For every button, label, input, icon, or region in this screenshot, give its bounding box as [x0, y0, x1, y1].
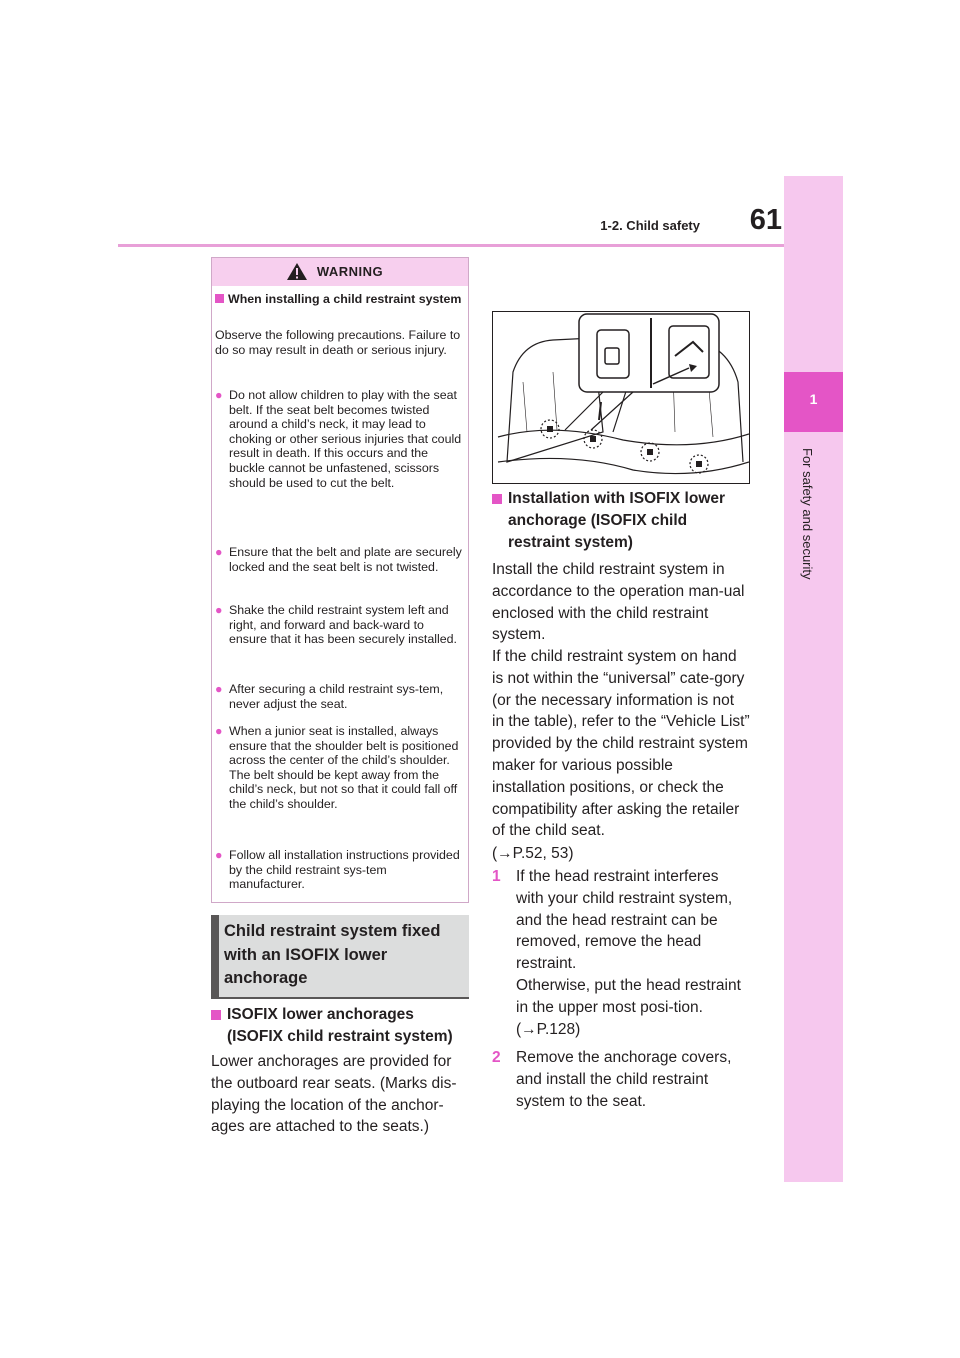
circle-bullet-icon: ● — [215, 388, 223, 402]
isofix-anchorage-illustration — [492, 311, 750, 484]
warning-intro: Observe the following precautions. Failure to do so may result in death or serious injury. — [215, 328, 461, 357]
circle-bullet-icon: ● — [215, 682, 223, 696]
warning-item — [215, 603, 465, 647]
warning-item-text: When a junior seat is installed, always ensure that the shoulder belt is positioned across the center of the child’s shoulder. The belt should be kept away from the child’s neck, but not so that it could fall off the child’s shoulder. — [229, 724, 459, 811]
subsection-body: Install the child restraint system in accordance to the operation man-ual enclosed with the child restraint system. — [492, 561, 745, 644]
section-heading-underline — [211, 997, 469, 999]
warning-title: WARNING — [316, 264, 384, 279]
rear-seat-illustration — [493, 312, 749, 483]
subsection-body: If the child restraint system on hand is not within the “universal” cate-gory (or the necessary information is not in the table), refer to the “Vehicle List” provided by the child restraint system maker for various possible installation positions, or check the compatibility after asking the retailer of the child seat. — [492, 648, 750, 840]
page-reference: (→P.52, 53) — [492, 845, 574, 862]
step-number: 1 — [492, 868, 501, 885]
warning-item — [215, 848, 465, 892]
section-heading-bar — [211, 915, 219, 999]
step-text: Remove the anchorage covers, and install the child restraint system to the seat. — [516, 1049, 732, 1110]
warning-heading-row — [215, 292, 465, 307]
subsection-body: Lower anchorages are provided for the outboard rear seats. (Marks dis-playing the location of the anchor-ages are attached to the seats.) — [211, 1053, 457, 1136]
warning-item-text: Do not allow children to play with the seat belt. If the seat belt becomes twisted around a child’s neck, it may lead to choking or other serious injuries that could result in death. If this occurs and the buckle cannot be unfastened, scissors should be used to cut the belt. — [229, 388, 462, 490]
warning-item — [215, 545, 465, 574]
warning-heading: When installing a child restraint system — [228, 292, 462, 306]
warning-item — [215, 682, 465, 711]
warning-item-text: After securing a child restraint sys-tem, never adjust the seat. — [229, 682, 444, 711]
warning-item-text: Follow all installation instructions provided by the child restraint sys-tem manufacturer. — [229, 848, 460, 892]
circle-bullet-icon: ● — [215, 545, 223, 559]
warning-item-text: Shake the child restraint system left and right, and forward and back-ward to ensure that it has been securely installed. — [229, 603, 457, 647]
circle-bullet-icon: ● — [215, 603, 223, 617]
continued-text — [492, 253, 750, 299]
header-divider — [118, 244, 784, 247]
step-item — [492, 866, 750, 1040]
subsection-title-row — [492, 488, 750, 553]
square-bullet-icon — [211, 1010, 221, 1020]
square-bullet-icon — [215, 294, 224, 303]
chapter-number: 1 — [809, 391, 818, 407]
step-number: 2 — [492, 1049, 501, 1066]
warning-item — [215, 724, 465, 812]
chapter-label-wrap — [800, 448, 826, 748]
chapter-label: For safety and security — [800, 448, 815, 580]
subsection-title-row — [211, 1004, 469, 1048]
circle-bullet-icon: ● — [215, 848, 223, 862]
section-heading: Child restraint system fixed with an ISOFIX lower anchorage — [224, 922, 441, 987]
step-item — [492, 1047, 750, 1112]
page-number: 61 — [749, 204, 782, 236]
warning-item — [215, 388, 465, 490]
subsection-title: ISOFIX lower anchorages (ISOFIX child restraint system) — [227, 1006, 453, 1045]
subsection-title: Installation with ISOFIX lower anchorage (ISOFIX child restraint system) — [508, 490, 726, 551]
step-text-extra: Otherwise, put the head restraint in the upper most posi-tion. (→P.128) — [516, 976, 741, 1038]
circle-bullet-icon: ● — [215, 724, 223, 738]
warning-item-text: Ensure that the belt and plate are securely locked and the seat belt is not twisted. — [229, 545, 462, 574]
section-title: 1-2. Child safety — [600, 218, 700, 233]
square-bullet-icon — [492, 494, 502, 504]
step-text: If the head restraint interferes with your child restraint system, and the head restraint can be removed, remove the head restraint. — [516, 868, 733, 973]
